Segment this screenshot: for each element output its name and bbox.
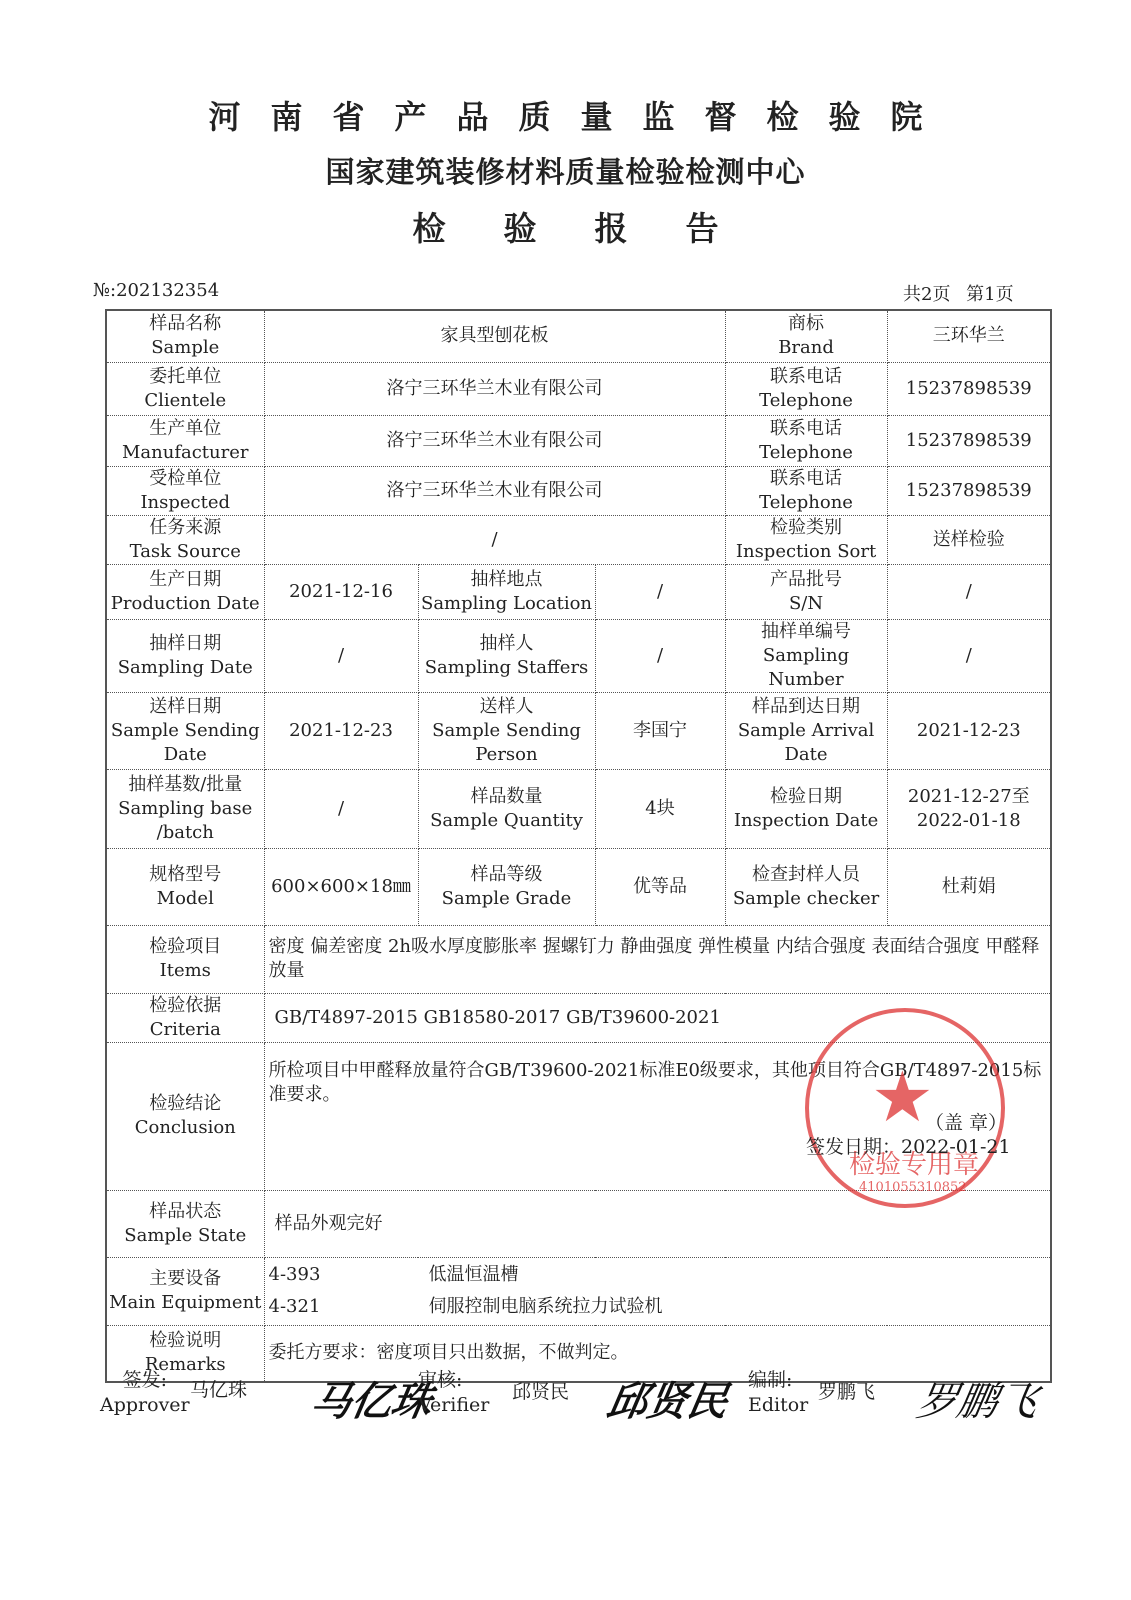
label: 检验说明 — [149, 1330, 222, 1352]
label-en: Inspection Date — [733, 809, 879, 831]
label-en: Sample Arrival Date — [737, 719, 875, 765]
seal-text: 检验专用章 — [849, 1150, 980, 1180]
label: 规格型号 — [149, 863, 222, 885]
state-value: 样品外观完好 — [264, 1190, 1051, 1257]
org-title: 河南省产品质量监督检验院 — [208, 98, 953, 136]
label: 样品到达日期 — [752, 695, 861, 717]
label: 联系电话 — [770, 365, 843, 387]
label-en: Model — [156, 887, 214, 909]
label: 签发: — [122, 1369, 168, 1391]
label-en: Sampling Location — [420, 592, 593, 614]
table-row — [106, 692, 1051, 769]
editor-name: 罗鹏飞 — [818, 1381, 876, 1403]
sender-value: 李国宁 — [595, 692, 725, 769]
samp-date-value: / — [264, 619, 418, 692]
criteria-value: GB/T4897-2015 GB18580-2017 GB/T39600-2021 — [264, 993, 1051, 1042]
label: 样品状态 — [149, 1200, 222, 1222]
label: 产品批号 — [770, 568, 843, 590]
label-en: Sampling Number — [762, 644, 850, 690]
label-en: Sample Grade — [441, 887, 572, 909]
label: 抽样基数/批量 — [128, 773, 243, 795]
report-title: 检验报告 — [412, 209, 777, 248]
label: 生产单位 — [149, 417, 222, 439]
label-en: Verifier — [418, 1394, 490, 1416]
table-row — [106, 1325, 1051, 1382]
verifier-label — [418, 1368, 489, 1418]
label: 检验类别 — [770, 516, 843, 538]
label-en: Main Equipment — [109, 1292, 262, 1313]
label-en: Inspection Sort — [735, 540, 877, 562]
label: 检查封样人员 — [752, 863, 861, 885]
label-en: Items — [159, 960, 211, 981]
center-title: 国家建筑装修材料质量检验检测中心 — [325, 155, 806, 189]
tel-value: 15237898539 — [887, 466, 1051, 515]
checker-value: 杜莉娟 — [887, 848, 1051, 925]
prod-date-value: 2021-12-16 — [264, 564, 418, 619]
verifier-name: 邱贤民 — [512, 1381, 570, 1403]
table-row — [106, 415, 1051, 466]
model-value: 600×600×18㎜ — [264, 848, 418, 925]
label: 抽样人 — [479, 632, 534, 654]
label-en: Sample State — [124, 1224, 247, 1246]
label-en: Sample checker — [732, 887, 880, 909]
loc-value: / — [595, 564, 725, 619]
table-row — [106, 310, 1051, 362]
equipment-id: 4-393 — [268, 1264, 321, 1285]
label-en: Sample Sending Person — [432, 719, 581, 765]
label-en: Conclusion — [134, 1117, 236, 1138]
label: 样品数量 — [470, 785, 543, 807]
qty-value: 4块 — [595, 769, 725, 848]
equipment-id: 4-321 — [268, 1296, 321, 1317]
approver-name: 马亿珠 — [190, 1379, 248, 1401]
table-row — [106, 769, 1051, 848]
label: 编制: — [748, 1369, 793, 1391]
table-row — [106, 515, 1051, 564]
label: 送样人 — [479, 695, 534, 717]
tel-value: 15237898539 — [887, 415, 1051, 466]
editor-label — [748, 1368, 808, 1418]
page-count: 共2页 第1页 — [903, 284, 1014, 305]
equipment-name: 低温恒温槽 — [428, 1264, 519, 1285]
issue-date: 签发日期：2022-01-21 — [806, 1136, 1011, 1158]
label: 受检单位 — [149, 467, 222, 489]
table-row — [106, 466, 1051, 515]
table-row — [106, 362, 1051, 415]
star-icon: ★ — [871, 1056, 934, 1138]
table-row — [106, 619, 1051, 692]
equipment-list — [264, 1257, 1051, 1325]
samp-no-value: / — [887, 619, 1051, 692]
label-en: Sample Quantity — [430, 809, 583, 831]
label-en: Sampling Date — [117, 656, 253, 678]
task-value: / — [264, 515, 725, 564]
staff-value: / — [595, 619, 725, 692]
label: 抽样日期 — [149, 632, 222, 654]
table-row — [106, 925, 1051, 993]
label: 样品等级 — [470, 863, 543, 885]
send-date-value: 2021-12-23 — [264, 692, 418, 769]
clientele-value: 洛宁三环华兰木业有限公司 — [264, 362, 725, 415]
remarks-value: 委托方要求：密度项目只出数据，不做判定。 — [264, 1325, 1051, 1382]
label-en: Sampling base /batch — [118, 797, 253, 843]
editor-signature: 罗鹏飞 — [913, 1379, 1042, 1425]
label-en: Criteria — [149, 1018, 221, 1040]
base-value: / — [264, 769, 418, 848]
label-en: Telephone — [759, 491, 853, 513]
label: 抽样地点 — [470, 568, 543, 590]
label-en: Brand — [778, 337, 834, 359]
label: 商标 — [788, 313, 825, 335]
arrival-value: 2021-12-23 — [887, 692, 1051, 769]
label-en: Telephone — [759, 389, 853, 411]
label: 抽样单编号 — [761, 620, 852, 642]
label: 委托单位 — [149, 365, 222, 387]
conclusion-value: 所检项目中甲醛释放量符合GB/T39600-2021标准E0级要求，其他项目符合GB/T4897-2015标准要求。 — [264, 1042, 1051, 1190]
grade-value: 优等品 — [595, 848, 725, 925]
label: 送样日期 — [149, 695, 222, 717]
label: 检验依据 — [149, 994, 222, 1016]
inspected-value: 洛宁三环华兰木业有限公司 — [264, 466, 725, 515]
label-en: Inspected — [140, 491, 231, 513]
seal-number: 4101055310852 — [859, 1180, 967, 1195]
label-en: Sampling Staffers — [424, 656, 589, 678]
label-en: Telephone — [759, 441, 853, 463]
label-en: Manufacturer — [121, 441, 249, 463]
label: 任务来源 — [149, 516, 222, 538]
label: 检验结论 — [149, 1093, 222, 1114]
label: 样品名称 — [149, 313, 222, 335]
insp-date-value: 2021-12-27至 2022-01-18 — [887, 769, 1051, 848]
report-table — [105, 309, 1052, 1383]
report-number: №:202132354 — [93, 280, 220, 301]
seal-note: （盖 章） — [925, 1112, 1008, 1134]
label: 主要设备 — [149, 1268, 222, 1289]
label-en: Sample Sending Date — [110, 719, 260, 765]
label-en: S/N — [788, 592, 824, 614]
label-en: Clientele — [144, 389, 227, 411]
table-row — [106, 848, 1051, 925]
verifier-signature: 邱贤民 — [603, 1378, 732, 1425]
label-en: Task Source — [129, 540, 241, 562]
label-en: Editor — [748, 1394, 809, 1416]
label: 生产日期 — [149, 568, 222, 590]
sn-value: / — [887, 564, 1051, 619]
items-value: 密度 偏差密度 2h吸水厚度膨胀率 握螺钉力 静曲强度 弹性模量 内结合强度 表面结合强度 甲醛释放量 — [264, 925, 1051, 993]
approver-signature: 马亿珠 — [307, 1378, 436, 1425]
table-row — [106, 1257, 1051, 1325]
label: 联系电话 — [770, 467, 843, 489]
label-en: Remarks — [144, 1354, 226, 1376]
label: 审核: — [418, 1369, 463, 1391]
tel-value: 15237898539 — [887, 362, 1051, 415]
label-en: Approver — [100, 1394, 190, 1416]
label-en: Sample — [151, 337, 220, 359]
brand-value: 三环华兰 — [887, 310, 1051, 362]
sample-value: 家具型刨花板 — [264, 310, 725, 362]
table-row — [106, 564, 1051, 619]
equipment-name: 伺服控制电脑系统拉力试验机 — [428, 1296, 663, 1317]
label: 联系电话 — [770, 417, 843, 439]
manufacturer-value: 洛宁三环华兰木业有限公司 — [264, 415, 725, 466]
approver-label — [100, 1368, 190, 1418]
label: 检验日期 — [770, 785, 843, 807]
sort-value: 送样检验 — [887, 515, 1051, 564]
label: 检验项目 — [149, 936, 222, 957]
label-en: Production Date — [110, 592, 260, 614]
